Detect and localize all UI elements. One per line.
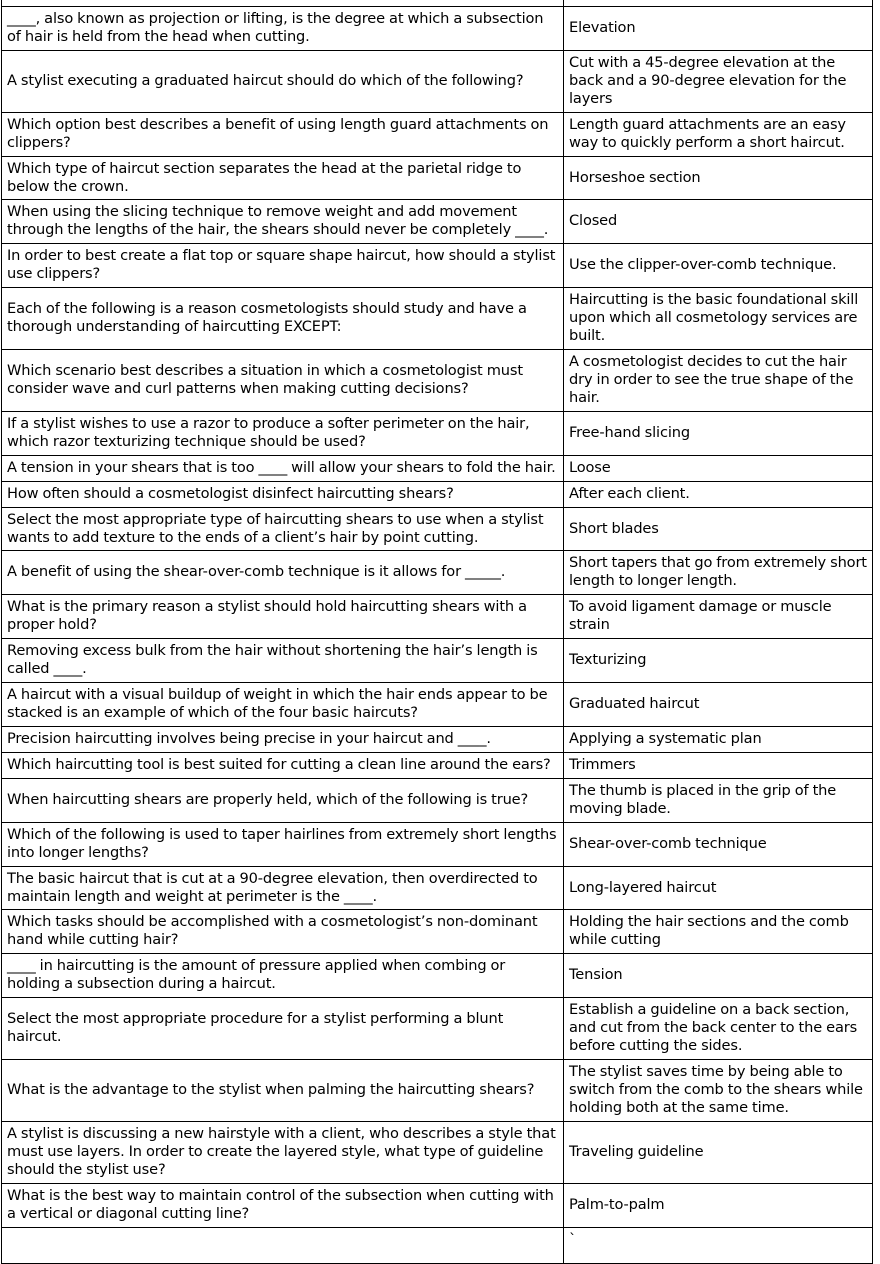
table-row — [2, 551, 873, 595]
question-cell: If a stylist wishes to use a razor to produce a softer perimeter on the hair, which razor texturizing technique should be used? — [2, 411, 564, 455]
table-row — [2, 998, 873, 1060]
question-cell: When using the slicing technique to remove weight and add movement through the lengths of the hair, the shears should never be completely ____. — [2, 200, 564, 244]
answer-cell: Closed — [564, 200, 873, 244]
answer-cell: Shear-over-comb technique — [564, 822, 873, 866]
question-answer-table — [1, 0, 873, 1264]
table-row — [2, 778, 873, 822]
answer-cell: The stylist saves time by being able to switch from the comb to the shears while holding both at the same time. — [564, 1060, 873, 1122]
answer-cell: Graduated haircut — [564, 683, 873, 727]
question-cell: A benefit of using the shear-over-comb technique is it allows for _____. — [2, 551, 564, 595]
table-row — [2, 639, 873, 683]
answer-cell: Free-hand slicing — [564, 411, 873, 455]
question-cell: Select the most appropriate type of haircutting shears to use when a stylist wants to add texture to the ends of a client’s hair by point cutting. — [2, 507, 564, 551]
question-cell: Which of the following is used to taper hairlines from extremely short lengths into longer lengths? — [2, 822, 564, 866]
table-row — [2, 683, 873, 727]
answer-cell: Horseshoe section — [564, 156, 873, 200]
answer-cell: Holding the hair sections and the comb while cutting — [564, 910, 873, 954]
answer-cell: The thumb is placed in the grip of the moving blade. — [564, 778, 873, 822]
answer-cell: Applying a systematic plan — [564, 726, 873, 752]
table-row — [2, 954, 873, 998]
answer-cell: Trimmers — [564, 752, 873, 778]
table-row — [2, 752, 873, 778]
question-cell: Each of the following is a reason cosmetologists should study and have a thorough understanding of haircutting EXCEPT: — [2, 288, 564, 350]
question-cell: What is the best way to maintain control of the subsection when cutting with a vertical or diagonal cutting line? — [2, 1183, 564, 1227]
table-row — [2, 1183, 873, 1227]
answer-cell: Length guard attachments are an easy way to quickly perform a short haircut. — [564, 112, 873, 156]
table-row — [2, 112, 873, 156]
answer-cell: Haircutting is the basic foundational skill upon which all cosmetology services are built. — [564, 288, 873, 350]
answer-cell: After each client. — [564, 481, 873, 507]
table-row — [2, 1121, 873, 1183]
question-cell: Precision haircutting involves being precise in your haircut and ____. — [2, 726, 564, 752]
table-row — [2, 7, 873, 51]
answer-cell: Cut with a 45-degree elevation at the back and a 90-degree elevation for the layers — [564, 50, 873, 112]
question-cell: ____, also known as projection or lifting, is the degree at which a subsection of hair is held from the head when cutting. — [2, 7, 564, 51]
question-cell — [2, 1227, 564, 1263]
table-row — [2, 411, 873, 455]
question-cell: The basic haircut that is cut at a 90-degree elevation, then overdirected to maintain length and weight at perimeter is the ____. — [2, 866, 564, 910]
question-cell: Which type of haircut section separates the head at the parietal ridge to below the crown. — [2, 156, 564, 200]
question-cell: Which haircutting tool is best suited for cutting a clean line around the ears? — [2, 752, 564, 778]
table-row — [2, 1227, 873, 1263]
question-cell: A stylist executing a graduated haircut should do which of the following? — [2, 50, 564, 112]
table-row — [2, 726, 873, 752]
table-row — [2, 200, 873, 244]
question-cell: How often should a cosmetologist disinfect haircutting shears? — [2, 481, 564, 507]
question-cell: A stylist is discussing a new hairstyle with a client, who describes a style that must use layers. In order to create the layered style, what type of guideline should the stylist use? — [2, 1121, 564, 1183]
table-row — [2, 822, 873, 866]
question-cell: When haircutting shears are properly held, which of the following is true? — [2, 778, 564, 822]
table-row — [2, 244, 873, 288]
answer-cell: Texturizing — [564, 639, 873, 683]
question-cell: A tension in your shears that is too ____ will allow your shears to fold the hair. — [2, 455, 564, 481]
answer-cell: Long-layered haircut — [564, 866, 873, 910]
answer-cell: Tension — [564, 954, 873, 998]
table-row — [2, 595, 873, 639]
table-row — [2, 50, 873, 112]
table-body — [2, 0, 873, 1263]
question-cell: ____ in haircutting is the amount of pressure applied when combing or holding a subsection during a haircut. — [2, 954, 564, 998]
table-row — [2, 156, 873, 200]
question-cell: What is the primary reason a stylist should hold haircutting shears with a proper hold? — [2, 595, 564, 639]
question-cell: Which tasks should be accomplished with a cosmetologist’s non-dominant hand while cutting hair? — [2, 910, 564, 954]
table-row — [2, 288, 873, 350]
table-row — [2, 455, 873, 481]
answer-cell: Short blades — [564, 507, 873, 551]
question-cell: Which option best describes a benefit of using length guard attachments on clippers? — [2, 112, 564, 156]
table-row — [2, 1060, 873, 1122]
answer-cell: Traveling guideline — [564, 1121, 873, 1183]
table-row — [2, 910, 873, 954]
answer-cell: Palm-to-palm — [564, 1183, 873, 1227]
table-row — [2, 866, 873, 910]
question-cell: Which scenario best describes a situation in which a cosmetologist must consider wave and curl patterns when making cutting decisions? — [2, 350, 564, 412]
answer-cell: Establish a guideline on a back section, and cut from the back center to the ears before cutting the sides. — [564, 998, 873, 1060]
question-cell: Removing excess bulk from the hair without shortening the hair’s length is called ____. — [2, 639, 564, 683]
answer-cell: ` — [564, 1227, 873, 1263]
table-row — [2, 507, 873, 551]
question-cell: In order to best create a flat top or square shape haircut, how should a stylist use clippers? — [2, 244, 564, 288]
table-row — [2, 350, 873, 412]
table-row — [2, 481, 873, 507]
question-cell: What is the advantage to the stylist when palming the haircutting shears? — [2, 1060, 564, 1122]
question-cell: A haircut with a visual buildup of weight in which the hair ends appear to be stacked is an example of which of the four basic haircuts? — [2, 683, 564, 727]
answer-cell: A cosmetologist decides to cut the hair dry in order to see the true shape of the hair. — [564, 350, 873, 412]
question-cell: Select the most appropriate procedure for a stylist performing a blunt haircut. — [2, 998, 564, 1060]
answer-cell: Short tapers that go from extremely short length to longer length. — [564, 551, 873, 595]
answer-cell: Elevation — [564, 7, 873, 51]
answer-cell: To avoid ligament damage or muscle strain — [564, 595, 873, 639]
answer-cell: Use the clipper-over-comb technique. — [564, 244, 873, 288]
answer-cell: Loose — [564, 455, 873, 481]
